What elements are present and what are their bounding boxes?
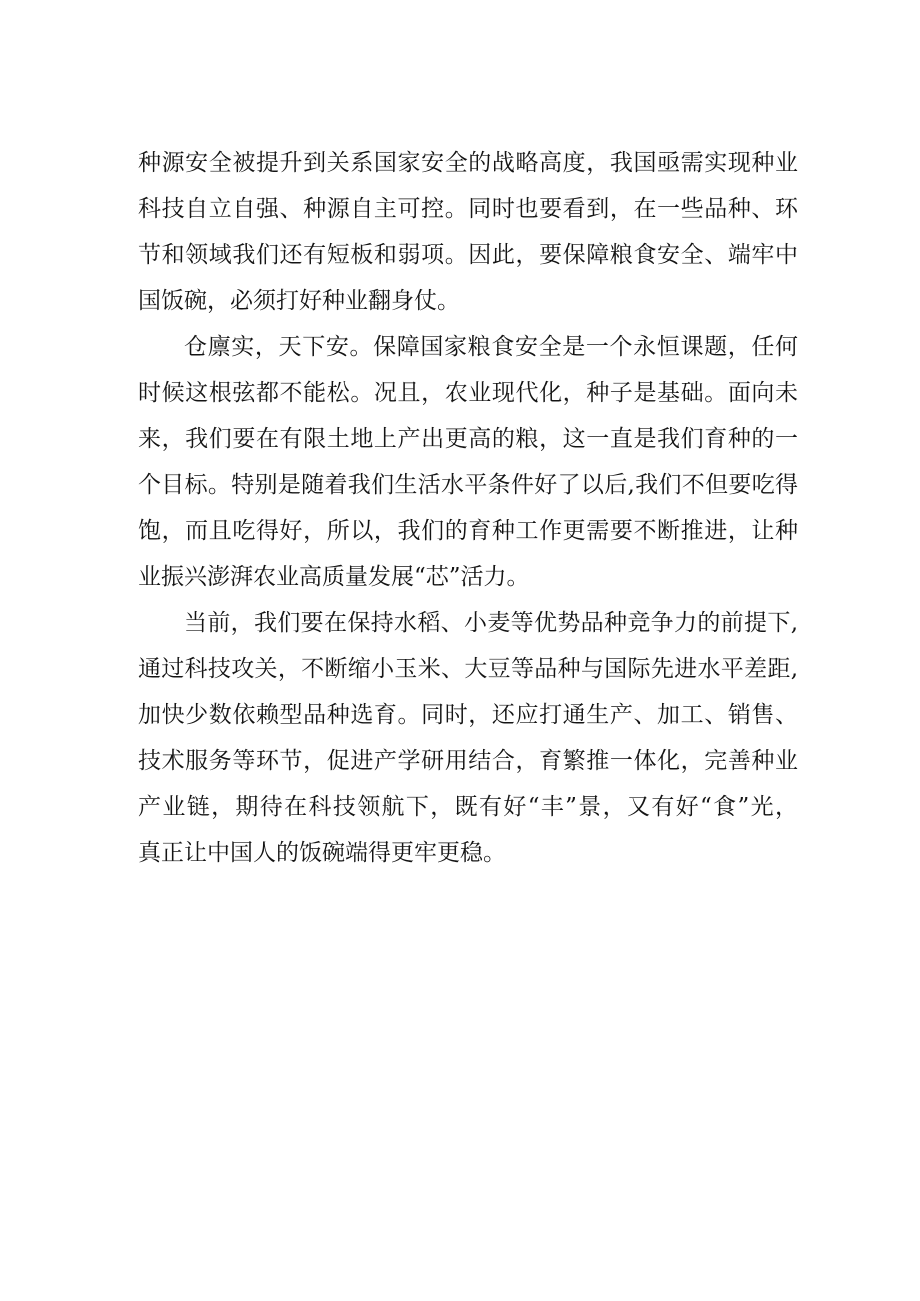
- paragraph-2: [138, 324, 798, 600]
- paragraph-1: [138, 140, 798, 324]
- text-line: 加快少数依赖型品种选育。同时，还应打通生产、加工、销售、: [138, 702, 798, 728]
- text-line: 个目标。特别是随着我们生活水平条件好了以后,我们不但要吃得: [138, 472, 798, 498]
- text-line: 技术服务等环节，促进产学研用结合，育繁推一体化，完善种业: [138, 748, 798, 774]
- text-line: 节和领域我们还有短板和弱项。因此，要保障粮食安全、端牢中: [138, 242, 798, 268]
- text-line: 业振兴澎湃农业高质量发展“芯”活力。: [138, 564, 530, 590]
- text-line: 种源安全被提升到关系国家安全的战略高度，我国亟需实现种业: [138, 150, 798, 176]
- text-line: 来，我们要在有限土地上产出更高的粮，这一直是我们育种的一: [138, 426, 798, 452]
- text-line: 饱，而且吃得好，所以，我们的育种工作更需要不断推进，让种: [138, 518, 798, 544]
- text-line: 国饭碗，必须打好种业翻身仗。: [138, 288, 460, 314]
- text-line: 真正让中国人的饭碗端得更牢更稳。: [138, 840, 506, 866]
- text-line: 当前，我们要在保持水稻、小麦等优势品种竞争力的前提下,: [184, 610, 798, 636]
- paragraph-3: [138, 600, 798, 876]
- text-line: 仓廪实，天下安。保障国家粮食安全是一个永恒课题，任何: [184, 334, 798, 360]
- text-line: 产业链，期待在科技领航下，既有好“丰”景，又有好“食”光，: [138, 794, 798, 820]
- body-text: [138, 140, 798, 876]
- text-line: 通过科技攻关，不断缩小玉米、大豆等品种与国际先进水平差距,: [138, 656, 798, 682]
- text-line: 时候这根弦都不能松。况且，农业现代化，种子是基础。面向未: [138, 380, 798, 406]
- text-line: 科技自立自强、种源自主可控。同时也要看到，在一些品种、环: [138, 196, 798, 222]
